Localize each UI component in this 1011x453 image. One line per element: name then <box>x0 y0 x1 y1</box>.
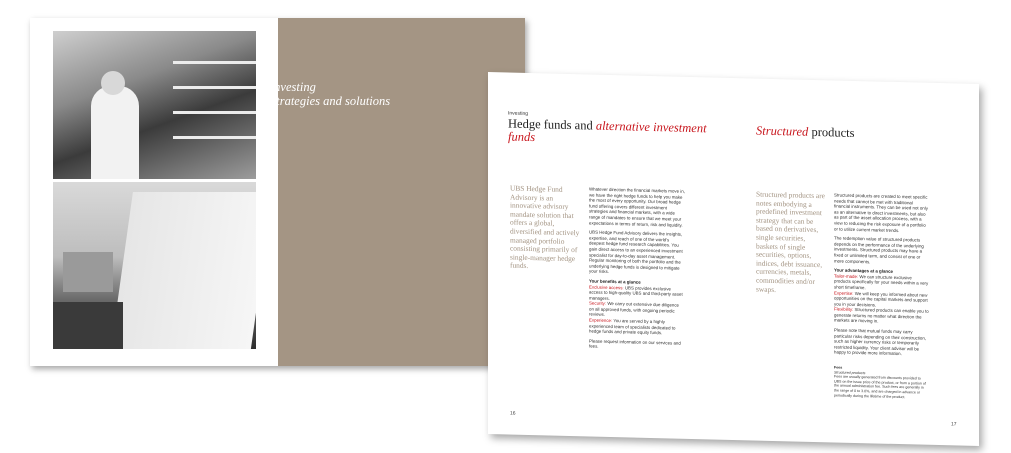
advantage-text: Structured products can enable you to generate returns no matter what direction the markets are moving in. <box>834 307 929 325</box>
advantage-label: Tailor-made: <box>834 273 859 279</box>
hedge-title-plain: Hedge funds and <box>508 116 596 133</box>
photo-page <box>30 18 278 366</box>
cover-title-line2: Strategies and solutions <box>270 94 391 108</box>
advantage-label: Expertise: <box>834 289 854 296</box>
worker-figure <box>91 86 139 179</box>
fees-subheading: Structured products <box>834 370 866 375</box>
shelf <box>173 136 256 139</box>
cover-title <box>270 80 390 108</box>
back-spread <box>30 18 525 366</box>
structured-products-title <box>756 124 855 141</box>
benefit-label: Experience: <box>589 317 613 324</box>
structured-title-plain: products <box>808 124 855 140</box>
ship-photo <box>53 182 256 349</box>
shelf <box>173 61 256 64</box>
harbor-buildings <box>63 252 113 292</box>
hedge-pull-quote: UBS Hedge Fund Advisory is an innovative advisory mandate solution that offers a global, diversified and actively managed portfolio consisting primarily of single-manager hedge funds. <box>510 183 580 271</box>
shelf <box>173 86 256 89</box>
benefit-label: Security: <box>589 300 607 307</box>
fees-note <box>834 365 929 399</box>
hedge-paragraph: Whatever direction the financial markets move in, we have the right hedge funds to help you make the most of every opportunity. Our broad hedge fund offering covers different investment strategies and financial markets, with a wide range of mandates to ensure that we meet your expectations in terms of return, risk and liquidity. <box>589 186 685 228</box>
advantage-text: We can structure exclusive products specifically for your needs within a very short timeframe. <box>834 273 929 291</box>
worker-head <box>101 71 125 95</box>
advantage-item <box>834 307 929 326</box>
structured-body-column <box>834 192 929 361</box>
structured-title-accent: Structured <box>756 123 809 139</box>
front-spread <box>488 72 979 446</box>
workshop-photo <box>53 31 256 179</box>
benefit-item <box>589 318 685 337</box>
benefit-text: You are served by a highly experienced team of specialists dedicated to hedge funds and private equity funds. <box>589 318 676 336</box>
hedge-closing: Please request information on our services and fees. <box>589 338 681 350</box>
structured-pull-quote: Structured products are notes embodying a predefined investment strategy that can be based on derivatives, single securities, baskets of single securities, options, indices, debt issuance, currencies, metals, commodities and/or swaps. <box>756 189 825 294</box>
benefits-heading: Your benefits at a glance <box>589 278 641 285</box>
advantage-label: Flexibility: <box>834 306 854 313</box>
benefit-label: Exclusive access: <box>589 283 624 290</box>
section-kicker: Investing <box>508 110 529 117</box>
dock <box>53 302 123 349</box>
cover-title-line1: Investing <box>270 80 316 94</box>
ship-hull <box>109 192 256 349</box>
page-number-left: 16 <box>510 410 516 417</box>
benefit-text: We carry out extensive due diligence on all approved funds, with ongoing periodic reviews. <box>589 301 679 318</box>
page-number-right: 17 <box>951 421 957 428</box>
advantages-heading: Your advantages at a glance <box>834 267 893 275</box>
hedge-paragraph: UBS Hedge Fund Advisory delivers the insights, expertise, and reach of one of the world's deepest hedge fund research capabilities. You gain direct access to an experienced investment specialist for day-to-day asset management. Regular monitoring of both the portfolio and the underlying hedge funds is designed to mitigate your risks. <box>589 229 683 275</box>
structured-paragraph: Structured products are created to meet specific needs that cannot be met with traditional financial instruments. They can be used not only as an alternative to direct investments, but also as part of the asset allocation process, with a view to reducing the risk exposure of a portfolio or to utilize current market trends. <box>834 192 928 233</box>
hedge-body-column <box>589 186 685 355</box>
shelf <box>173 111 256 114</box>
fees-text: Fees are usually generated from discounts provided to UBS on the issue price of the product, or from a portion of the annual administration fee. Such fees are generally in the range of 0 to 3.0%, and are charged in advance or periodically during the lifetime of the product. <box>834 374 926 399</box>
structured-paragraph: The redemption value of structured products depends on the performance of the underlying investments. Structured products may have a fixed or unlimited term, and consist of one or more components. <box>834 235 924 264</box>
structured-paragraph: Please note that mutual funds may carry particular risks depending on their construction, such as higher currency risks or temporarily restricted liquidity. Your client advisor will be happy to provide more information. <box>834 327 927 357</box>
hedge-title-accent: alternative investment funds <box>508 118 707 145</box>
hedge-funds-title <box>508 117 708 148</box>
fees-heading: Fees <box>834 365 843 370</box>
advantage-text: We will keep you informed about new opportunities on the capital markets and support you in your decisions. <box>834 290 928 308</box>
benefit-text: UBS provides exclusive access to high-quality UBS and third-party asset managers. <box>589 284 683 301</box>
